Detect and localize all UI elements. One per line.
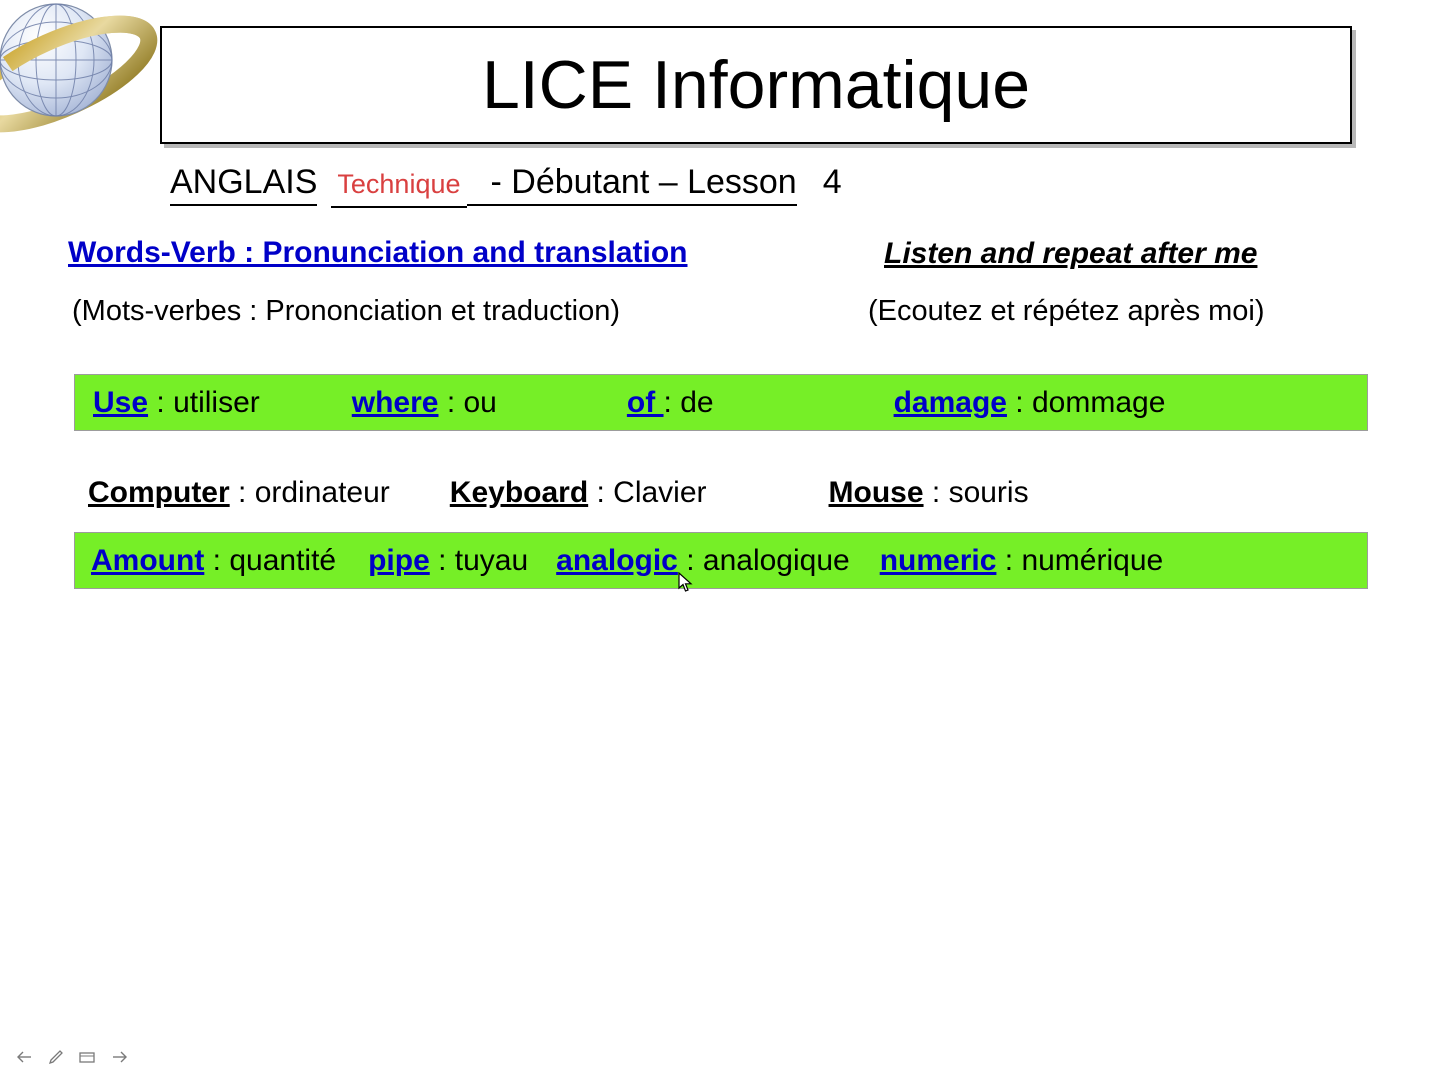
vocab-separator: :: [204, 543, 230, 577]
vocab-pair: [894, 386, 1166, 420]
vocab-word-fr: Clavier: [613, 476, 707, 509]
vocab-word-fr: dommage: [1031, 385, 1166, 419]
subtitle-row: [170, 163, 842, 208]
vocab-word-fr: ordinateur: [254, 476, 390, 509]
vocab-word-fr: analogique: [702, 543, 850, 577]
vocab-word-en: numeric: [879, 543, 997, 577]
vocab-separator: :: [1006, 385, 1032, 419]
heading-right-english: Listen and repeat after me: [884, 237, 1258, 270]
vocab-word-fr: utiliser: [173, 385, 260, 419]
vocab-pair: [556, 544, 850, 578]
vocab-word-en: Keyboard: [449, 476, 589, 509]
heading-left-english: Words-Verb : Pronunciation and translation: [68, 236, 688, 269]
subtitle-technique: Technique: [331, 169, 466, 208]
vocab-word-fr: tuyau: [454, 543, 529, 577]
vocab-word-fr: ou: [463, 385, 497, 419]
back-arrow-icon[interactable]: [16, 1050, 34, 1067]
vocab-separator: :: [229, 476, 255, 509]
mouse-cursor-icon: [678, 572, 694, 594]
vocab-pair: [91, 544, 336, 578]
vocab-separator: :: [429, 543, 455, 577]
vocab-word-fr: de: [680, 385, 714, 419]
forward-arrow-icon[interactable]: [110, 1050, 128, 1067]
vocab-word-en: damage: [893, 385, 1007, 419]
vocab-word-fr: souris: [948, 476, 1029, 509]
vocab-row-plain: [74, 468, 1368, 518]
vocab-separator: :: [996, 543, 1022, 577]
vocab-pair: [829, 476, 1029, 510]
page-title: LICE Informatique: [481, 47, 1031, 123]
vocab-word-en: analogic: [556, 543, 678, 577]
subtitle-lesson-number: 4: [822, 163, 842, 201]
vocab-row-green-1: [74, 374, 1368, 431]
vocab-word-fr: numérique: [1021, 543, 1164, 577]
vocab-word-en: Mouse: [828, 476, 924, 509]
vocab-row-green-2: [74, 532, 1368, 589]
title-box: [160, 26, 1352, 144]
subtitle-level: - Débutant – Lesson: [467, 163, 797, 206]
vocab-pair: [450, 476, 707, 510]
vocab-pair: [352, 386, 497, 420]
right-edge-strip: [1436, 0, 1440, 1080]
heading-left-french: (Mots-verbes : Prononciation et traduction): [72, 295, 621, 327]
vocab-word-en: Use: [93, 385, 149, 419]
vocab-word-fr: quantité: [229, 543, 337, 577]
vocab-pair: [88, 476, 390, 510]
vocab-separator: :: [677, 543, 703, 577]
vocab-word-en: Computer: [88, 476, 230, 509]
vocab-pair: [627, 386, 714, 420]
planet-logo: [0, 0, 160, 165]
slide-icon[interactable]: [78, 1050, 96, 1067]
vocab-word-en: where: [351, 385, 439, 419]
vocab-separator: :: [923, 476, 949, 509]
vocab-separator: :: [663, 385, 681, 419]
pen-icon[interactable]: [48, 1049, 64, 1068]
vocab-word-en: of: [626, 385, 664, 419]
bottom-toolbar[interactable]: [16, 1049, 128, 1068]
vocab-word-en: Amount: [91, 543, 205, 577]
vocab-pair: [93, 386, 260, 420]
vocab-separator: :: [438, 385, 464, 419]
vocab-pair: [880, 544, 1164, 578]
vocab-separator: :: [588, 476, 614, 509]
vocab-pair: [368, 544, 528, 578]
vocab-word-en: pipe: [368, 543, 430, 577]
subtitle-course: ANGLAIS: [170, 163, 317, 206]
vocab-separator: :: [148, 385, 174, 419]
heading-right-french: (Ecoutez et répétez après moi): [868, 295, 1265, 327]
